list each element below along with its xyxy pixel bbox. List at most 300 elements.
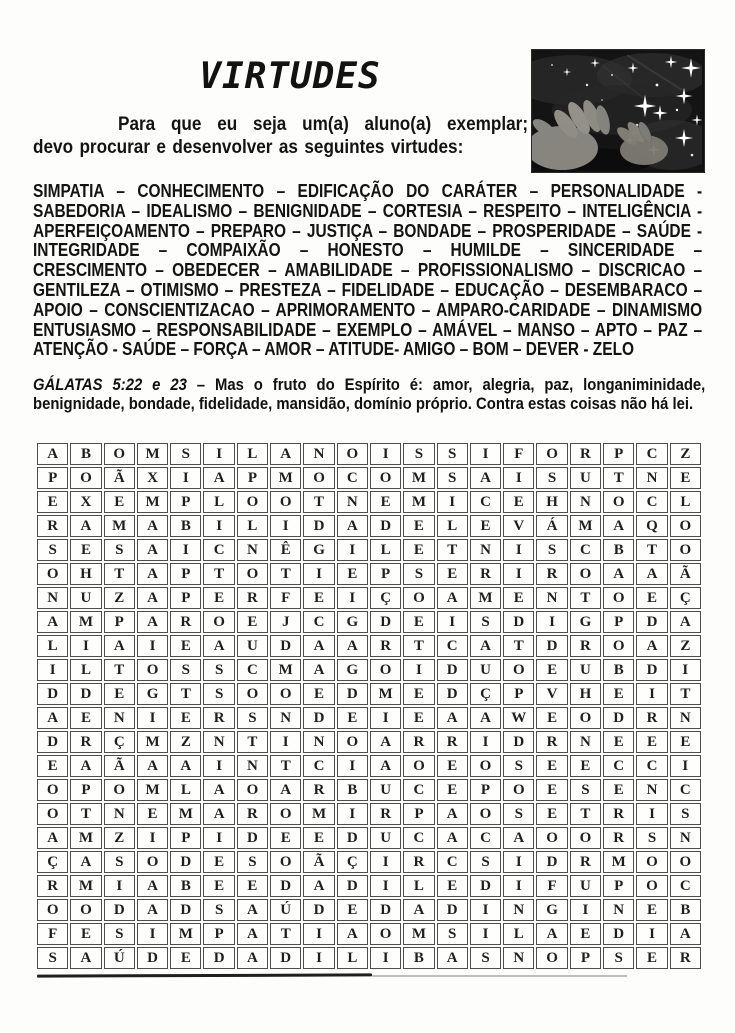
grid-cell: I (270, 515, 301, 537)
grid-cell: O (237, 563, 268, 585)
grid-cell: E (603, 779, 634, 801)
grid-cell: I (503, 563, 534, 585)
grid-cell: O (636, 851, 667, 873)
grid-cell: T (70, 803, 101, 825)
grid-cell: T (437, 539, 468, 561)
hands-photo (531, 49, 705, 173)
grid-cell: N (636, 779, 667, 801)
grid-cell: T (636, 539, 667, 561)
grid-cell: P (37, 467, 68, 489)
grid-cell: I (370, 851, 401, 873)
grid-cell: P (104, 611, 135, 633)
grid-cell: E (203, 587, 234, 609)
grid-cell: N (303, 731, 334, 753)
grid-cell: S (470, 851, 501, 873)
grid-cell: E (337, 899, 368, 921)
grid-cell: T (503, 635, 534, 657)
grid-cell: N (337, 491, 368, 513)
grid-bottom-edge (37, 973, 372, 977)
grid-cell: O (104, 779, 135, 801)
grid-cell: Ã (104, 467, 135, 489)
grid-cell: N (570, 491, 601, 513)
grid-cell: F (536, 875, 567, 897)
grid-cell: S (104, 539, 135, 561)
grid-cell: S (503, 755, 534, 777)
grid-cell: C (570, 539, 601, 561)
grid-cell: Ç (670, 587, 701, 609)
grid-cell: B (603, 539, 634, 561)
grid-row (37, 683, 701, 705)
grid-cell: U (570, 659, 601, 681)
grid-cell: N (203, 731, 234, 753)
grid-cell: A (70, 515, 101, 537)
grid-cell: C (437, 635, 468, 657)
grid-cell: I (303, 923, 334, 945)
grid-cell: Z (104, 827, 135, 849)
grid-cell: I (437, 611, 468, 633)
grid-cell: D (337, 827, 368, 849)
grid-cell: E (70, 539, 101, 561)
grid-cell: N (270, 707, 301, 729)
grid-cell: I (203, 515, 234, 537)
grid-cell: I (503, 875, 534, 897)
grid-cell: Ú (104, 947, 135, 969)
grid-cell: A (670, 611, 701, 633)
grid-cell: Ç (470, 683, 501, 705)
grid-cell: E (403, 539, 434, 561)
grid-cell: R (437, 731, 468, 753)
grid-cell: P (603, 611, 634, 633)
grid-cell: Z (670, 635, 701, 657)
grid-cell: E (337, 707, 368, 729)
grid-cell: O (303, 467, 334, 489)
verse-line-1 (33, 376, 705, 395)
grid-cell: P (170, 827, 201, 849)
grid-cell: I (570, 899, 601, 921)
grid-cell: C (636, 755, 667, 777)
grid-cell: E (270, 827, 301, 849)
grid-cell: N (670, 827, 701, 849)
grid-cell: A (137, 515, 168, 537)
grid-cell: I (437, 491, 468, 513)
grid-cell: A (270, 443, 301, 465)
grid-cell: E (503, 491, 534, 513)
grid-cell: A (203, 803, 234, 825)
grid-cell: M (403, 467, 434, 489)
grid-cell: D (636, 659, 667, 681)
grid-cell: A (536, 923, 567, 945)
grid-cell: O (536, 443, 567, 465)
grid-cell: A (137, 611, 168, 633)
grid-cell: O (104, 443, 135, 465)
grid-cell: R (303, 779, 334, 801)
grid-cell: U (470, 659, 501, 681)
grid-cell: O (470, 803, 501, 825)
grid-cell: Ê (270, 539, 301, 561)
grid-cell: A (337, 635, 368, 657)
word-list-line: SIMPATIA – CONHECIMENTO – EDIFICAÇÃO DO CARÁTER – PERSONALIDADE - (33, 181, 703, 201)
grid-cell: A (137, 755, 168, 777)
grid-cell: D (370, 515, 401, 537)
grid-cell: M (270, 659, 301, 681)
grid-cell: L (237, 443, 268, 465)
grid-cell: I (536, 611, 567, 633)
grid-cell: S (437, 467, 468, 489)
grid-cell: R (237, 587, 268, 609)
grid-cell: D (470, 875, 501, 897)
grid-cell: T (570, 803, 601, 825)
grid-cell: X (70, 491, 101, 513)
grid-cell: E (437, 779, 468, 801)
grid-cell: O (670, 851, 701, 873)
grid-cell: L (403, 875, 434, 897)
grid-cell: O (70, 899, 101, 921)
grid-cell: O (37, 803, 68, 825)
grid-cell: Z (670, 443, 701, 465)
grid-cell: I (137, 707, 168, 729)
grid-cell: S (603, 947, 634, 969)
grid-cell: O (237, 779, 268, 801)
grid-cell: E (403, 707, 434, 729)
grid-cell: O (370, 659, 401, 681)
grid-cell: T (203, 563, 234, 585)
grid-cell: E (303, 827, 334, 849)
grid-cell: I (170, 467, 201, 489)
grid-cell: I (303, 947, 334, 969)
grid-cell: O (270, 491, 301, 513)
grid-cell: E (203, 851, 234, 873)
grid-cell: B (603, 659, 634, 681)
grid-cell: O (403, 587, 434, 609)
grid-cell: I (203, 443, 234, 465)
grid-cell: C (470, 491, 501, 513)
grid-cell: E (203, 875, 234, 897)
grid-cell: B (70, 443, 101, 465)
grid-cell: N (570, 731, 601, 753)
grid-cell: E (170, 947, 201, 969)
grid-cell: D (70, 683, 101, 705)
grid-cell: C (603, 755, 634, 777)
grid-cell: O (137, 851, 168, 873)
grid-cell: B (170, 875, 201, 897)
grid-cell: R (603, 803, 634, 825)
grid-cell: C (670, 779, 701, 801)
grid-cell: O (237, 683, 268, 705)
grid-cell: I (370, 875, 401, 897)
grid-cell: R (536, 731, 567, 753)
grid-cell: D (104, 899, 135, 921)
grid-cell: M (137, 491, 168, 513)
grid-cell: B (170, 515, 201, 537)
grid-cell: L (337, 947, 368, 969)
grid-cell: R (470, 563, 501, 585)
grid-cell: D (437, 659, 468, 681)
intro-line-1: Para que eu seja um(a) aluno(a) exemplar; (118, 113, 529, 135)
grid-cell: P (170, 563, 201, 585)
grid-row (37, 875, 701, 897)
grid-cell: O (570, 707, 601, 729)
grid-cell: S (403, 443, 434, 465)
grid-cell: G (337, 659, 368, 681)
grid-cell: N (503, 947, 534, 969)
grid-cell: M (470, 587, 501, 609)
grid-row (37, 827, 701, 849)
grid-cell: F (270, 587, 301, 609)
grid-cell: A (303, 635, 334, 657)
grid-cell: D (603, 707, 634, 729)
grid-cell: D (536, 851, 567, 873)
grid-cell: C (337, 467, 368, 489)
grid-cell: Ç (104, 731, 135, 753)
grid-cell: T (303, 491, 334, 513)
verse-line-2: benignidade, bondade, fidelidade, mansidão, domínio próprio. Contra estas coisas não há lei. (33, 395, 694, 413)
grid-row (37, 755, 701, 777)
grid-cell: E (536, 779, 567, 801)
grid-cell: E (37, 491, 68, 513)
grid-cell: Ç (370, 587, 401, 609)
grid-cell: O (603, 587, 634, 609)
grid-row (37, 899, 701, 921)
grid-cell: R (170, 611, 201, 633)
grid-cell: P (370, 563, 401, 585)
grid-cell: M (137, 443, 168, 465)
grid-cell: S (670, 803, 701, 825)
grid-cell: M (570, 515, 601, 537)
grid-cell: G (303, 539, 334, 561)
word-list-line: APERFEIÇOAMENTO – PREPARO – JUSTIÇA – BONDADE – PROSPERIDADE – SAÚDE - (33, 220, 703, 241)
grid-cell: D (437, 899, 468, 921)
grid-cell: O (536, 947, 567, 969)
grid-cell: O (203, 611, 234, 633)
grid-cell: I (370, 707, 401, 729)
grid-cell: S (37, 539, 68, 561)
grid-cell: T (104, 563, 135, 585)
word-list (33, 182, 702, 360)
grid-cell: S (203, 899, 234, 921)
grid-cell: E (670, 467, 701, 489)
grid-cell: C (203, 539, 234, 561)
grid-cell: O (37, 899, 68, 921)
grid-cell: S (203, 659, 234, 681)
grid-cell: I (670, 659, 701, 681)
grid-cell: A (303, 659, 334, 681)
grid-cell: D (603, 923, 634, 945)
grid-cell: S (203, 683, 234, 705)
grid-cell: D (503, 611, 534, 633)
grid-cell: O (403, 755, 434, 777)
grid-row (37, 611, 701, 633)
grid-cell: A (270, 779, 301, 801)
grid-cell: R (636, 707, 667, 729)
intro-line-2: devo procurar e desenvolver as seguintes virtudes: (33, 136, 464, 158)
grid-cell: M (403, 923, 434, 945)
grid-cell: E (403, 515, 434, 537)
grid-cell: U (370, 827, 401, 849)
grid-cell: P (403, 803, 434, 825)
grid-cell: S (470, 611, 501, 633)
grid-cell: R (403, 851, 434, 873)
grid-cell: L (70, 659, 101, 681)
grid-row (37, 659, 701, 681)
grid-cell: D (303, 515, 334, 537)
grid-cell: J (270, 611, 301, 633)
grid-cell: U (570, 875, 601, 897)
grid-cell: M (137, 779, 168, 801)
grid-cell: I (337, 803, 368, 825)
grid-cell: M (70, 611, 101, 633)
grid-cell: O (37, 779, 68, 801)
grid-cell: W (503, 707, 534, 729)
grid-cell: Ã (303, 851, 334, 873)
grid-cell: T (237, 731, 268, 753)
grid-cell: E (303, 683, 334, 705)
grid-cell: E (237, 611, 268, 633)
grid-cell: P (503, 683, 534, 705)
grid-cell: I (104, 875, 135, 897)
grid-cell: I (503, 467, 534, 489)
grid-cell: T (270, 923, 301, 945)
grid-cell: A (370, 731, 401, 753)
grid-cell: A (437, 587, 468, 609)
grid-cell: D (137, 947, 168, 969)
grid-cell: A (303, 875, 334, 897)
grid-cell: E (137, 803, 168, 825)
grid-cell: A (203, 467, 234, 489)
word-list-line: APOIO – CONSCIENTIZACAO – APRIMORAMENTO – AMPARO-CARIDADE – DINAMISMO (33, 299, 703, 320)
grid-cell: A (470, 467, 501, 489)
grid-cell: E (70, 707, 101, 729)
grid-cell: N (237, 539, 268, 561)
grid-cell: I (70, 635, 101, 657)
grid-cell: A (437, 947, 468, 969)
grid-cell: Ú (270, 899, 301, 921)
grid-cell: T (670, 683, 701, 705)
grid-cell: O (603, 635, 634, 657)
grid-cell: E (37, 755, 68, 777)
grid-cell: Ç (37, 851, 68, 873)
grid-cell: I (337, 755, 368, 777)
grid-cell: C (437, 851, 468, 873)
grid-cell: T (170, 683, 201, 705)
grid-cell: A (437, 803, 468, 825)
grid-cell: E (636, 731, 667, 753)
grid-cell: T (403, 635, 434, 657)
grid-cell: E (170, 635, 201, 657)
grid-cell: M (403, 491, 434, 513)
word-list-line: ATENÇÃO - SAÚDE – FORÇA – AMOR – ATITUDE- AMIGO – BOM – DEVER - ZELO (33, 339, 635, 360)
grid-cell: S (403, 563, 434, 585)
grid-row (37, 707, 701, 729)
page-title: VIRTUDES (199, 56, 381, 97)
grid-cell: A (636, 563, 667, 585)
grid-cell: A (437, 827, 468, 849)
grid-cell: R (570, 851, 601, 873)
grid-row (37, 515, 701, 537)
grid-cell: T (270, 755, 301, 777)
grid-cell: U (237, 635, 268, 657)
grid-cell: O (337, 731, 368, 753)
grid-cell: A (70, 851, 101, 873)
grid-cell: I (170, 539, 201, 561)
grid-cell: C (470, 827, 501, 849)
grid-cell: E (570, 755, 601, 777)
word-list-line: INTEGRIDADE – COMPAIXÃO – HONESTO – HUMILDE – SINCERIDADE – (33, 240, 703, 261)
grid-cell: E (536, 707, 567, 729)
grid-row (37, 731, 701, 753)
grid-cell: D (370, 611, 401, 633)
grid-cell: D (37, 683, 68, 705)
grid-cell: M (303, 803, 334, 825)
grid-cell: C (237, 659, 268, 681)
grid-cell: D (270, 875, 301, 897)
grid-cell: S (237, 851, 268, 873)
grid-cell: N (603, 899, 634, 921)
grid-cell: M (603, 851, 634, 873)
grid-cell: C (303, 755, 334, 777)
grid-cell: I (503, 851, 534, 873)
grid-cell: S (437, 923, 468, 945)
grid-cell: A (470, 707, 501, 729)
grid-cell: A (37, 707, 68, 729)
grid-cell: A (237, 899, 268, 921)
grid-cell: Z (170, 731, 201, 753)
grid-cell: E (670, 731, 701, 753)
grid-cell: V (503, 515, 534, 537)
grid-cell: O (536, 827, 567, 849)
grid-cell: R (203, 707, 234, 729)
grid-cell: A (137, 875, 168, 897)
grid-cell: E (303, 587, 334, 609)
grid-cell: L (170, 779, 201, 801)
grid-cell: D (437, 683, 468, 705)
grid-cell: O (503, 779, 534, 801)
grid-cell: M (170, 923, 201, 945)
grid-cell: E (536, 755, 567, 777)
grid-cell: T (603, 467, 634, 489)
grid-cell: A (603, 515, 634, 537)
grid-cell: N (636, 467, 667, 489)
grid-cell: A (37, 443, 68, 465)
verse-text: – Mas o fruto do Espírito é: amor, alegria, paz, longaniminidade, (186, 376, 706, 394)
grid-cell: E (70, 923, 101, 945)
grid-cell: B (337, 779, 368, 801)
grid-cell: S (37, 947, 68, 969)
grid-cell: E (536, 659, 567, 681)
grid-cell: O (670, 515, 701, 537)
grid-cell: L (670, 491, 701, 513)
grid-cell: X (137, 467, 168, 489)
grid-cell: M (104, 515, 135, 537)
grid-cell: A (203, 635, 234, 657)
grid-cell: A (37, 827, 68, 849)
grid-row (37, 803, 701, 825)
grid-cell: M (70, 827, 101, 849)
grid-cell: D (270, 635, 301, 657)
grid-row (37, 587, 701, 609)
grid-cell: H (570, 683, 601, 705)
grid-cell: G (570, 611, 601, 633)
grid-cell: I (137, 827, 168, 849)
grid-cell: I (470, 923, 501, 945)
grid-cell: I (137, 635, 168, 657)
grid-cell: A (104, 635, 135, 657)
grid-cell: L (37, 635, 68, 657)
word-search-grid (35, 441, 703, 971)
grid-cell: S (570, 779, 601, 801)
grid-cell: I (470, 731, 501, 753)
grid-cell: P (170, 587, 201, 609)
grid-cell: O (636, 875, 667, 897)
